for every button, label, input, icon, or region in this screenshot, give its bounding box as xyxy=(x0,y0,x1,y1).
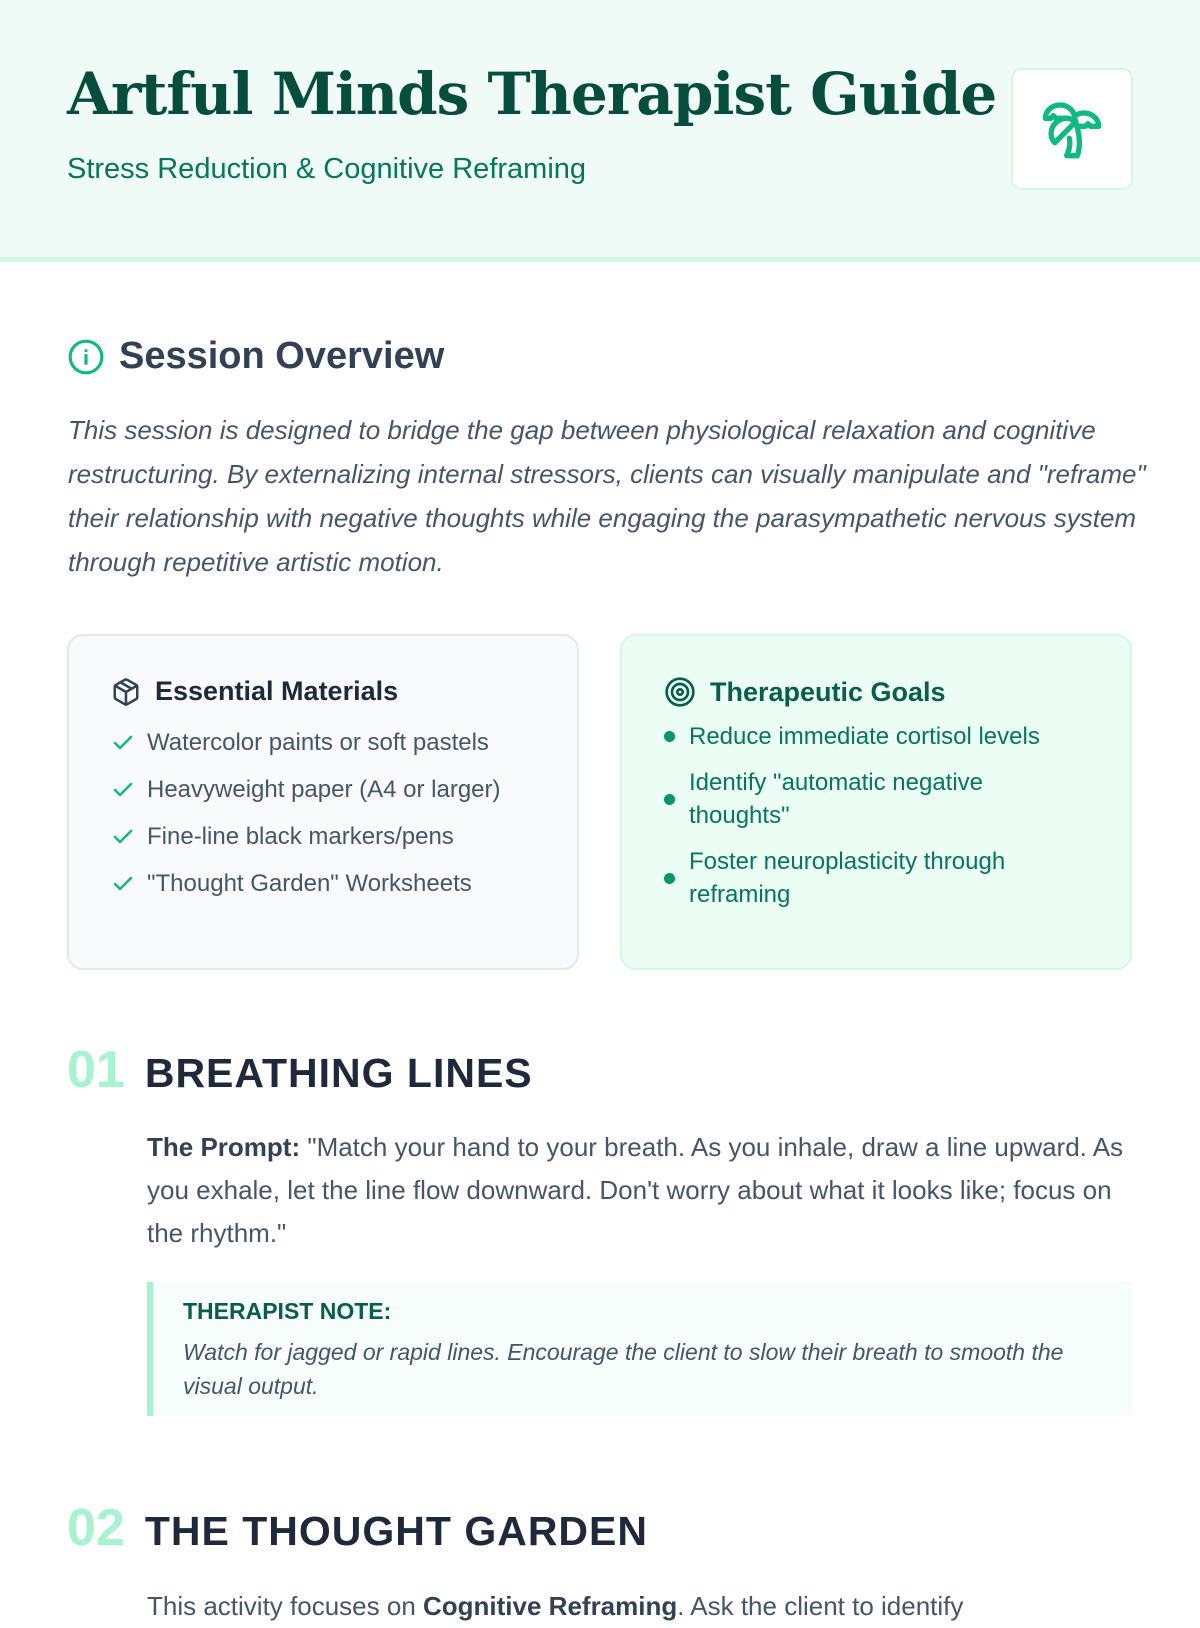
check-icon xyxy=(111,872,135,896)
logo xyxy=(1011,68,1133,190)
material-label: Watercolor paints or soft pastels xyxy=(147,728,489,756)
step-2-text-start: This activity focuses on xyxy=(147,1591,423,1621)
list-item xyxy=(111,766,577,813)
step-number: 02 xyxy=(67,1499,125,1557)
step-title: THE THOUGHT GARDEN xyxy=(144,1508,648,1554)
materials-card xyxy=(67,634,579,970)
step-title: BREATHING LINES xyxy=(144,1050,533,1096)
bullet-icon xyxy=(664,731,675,742)
material-label: Heavyweight paper (A4 or larger) xyxy=(147,775,501,803)
goals-list xyxy=(664,720,1130,911)
list-item xyxy=(111,719,577,766)
step-2-text-end: . Ask the client to identify xyxy=(677,1591,964,1621)
header xyxy=(0,0,1200,262)
goal-label: Identify "automatic negative thoughts" xyxy=(689,769,984,829)
note-text: Watch for jagged or rapid lines. Encourage the client to slow their breath to smooth the visual output. xyxy=(183,1339,1064,1399)
step-2-heading xyxy=(67,1498,648,1558)
bullet-icon xyxy=(664,794,675,805)
list-item xyxy=(111,813,577,860)
therapist-note xyxy=(147,1282,1133,1416)
step-1-heading xyxy=(67,1040,533,1100)
overview-title: Session Overview xyxy=(119,335,445,377)
check-icon xyxy=(111,825,135,849)
goals-card xyxy=(620,634,1132,970)
page-subtitle: Stress Reduction & Cognitive Reframing xyxy=(67,153,587,185)
goals-title: Therapeutic Goals xyxy=(710,676,946,707)
note-label: THERAPIST NOTE: xyxy=(183,1298,392,1324)
material-label: "Thought Garden" Worksheets xyxy=(147,869,472,897)
overview-heading xyxy=(67,335,444,378)
list-item xyxy=(111,860,577,907)
page-title: Artful Minds Therapist Guide xyxy=(67,60,997,128)
list-item xyxy=(664,766,1130,832)
target-icon xyxy=(664,676,696,708)
box-icon xyxy=(111,677,141,707)
materials-title: Essential Materials xyxy=(155,676,399,706)
goal-label: Reduce immediate cortisol levels xyxy=(689,723,1040,750)
step-1-prompt xyxy=(147,1126,1137,1255)
list-item xyxy=(664,845,1130,911)
bullet-icon xyxy=(664,873,675,884)
prompt-text: "Match your hand to your breath. As you inhale, draw a line upward. As you exhale, let the line flow downward. Don't worry about what it looks like; focus on the rhythm." xyxy=(147,1132,1124,1248)
materials-list xyxy=(111,719,577,907)
prompt-label: The Prompt: xyxy=(147,1132,301,1162)
check-icon xyxy=(111,731,135,755)
material-label: Fine-line black markers/pens xyxy=(147,822,454,850)
list-item xyxy=(664,720,1130,753)
palm-tree-icon xyxy=(1040,97,1104,161)
goal-label: Foster neuroplasticity through reframing xyxy=(689,848,1006,908)
overview-text: This session is designed to bridge the gap between physiological relaxation and cognitive restructuring. By externalizing internal stressors, clients can visually manipulate and "reframe" their relationship with negative thoughts while engaging the parasympathetic nervous system through repetitive artistic motion. xyxy=(68,415,1146,577)
step-2-text xyxy=(147,1585,1137,1628)
step-2-text-bold: Cognitive Reframing xyxy=(423,1591,678,1621)
info-icon xyxy=(67,338,105,376)
step-number: 01 xyxy=(67,1041,125,1099)
check-icon xyxy=(111,778,135,802)
